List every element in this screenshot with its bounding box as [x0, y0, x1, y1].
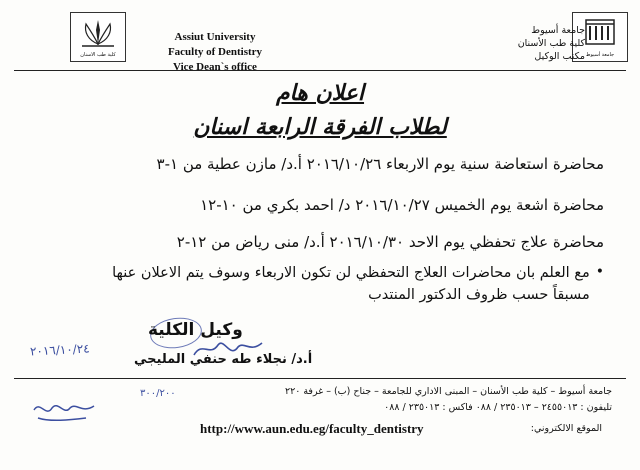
header-arabic [465, 24, 585, 63]
lotus-emblem-icon [78, 16, 118, 48]
footer-website-link[interactable]: http://www.aun.edu.eg/faculty_dentistry [200, 421, 424, 436]
faculty-logo [70, 12, 126, 62]
footer-address: جامعة أسيوط – كلية طب الأسنان – المبنى الاداري للجامعة – جناح (ب) – غرفة ٢٢٠ [285, 386, 612, 397]
university-name-en: Assiut University [174, 31, 256, 43]
signatory-name: أ.د/ نجلاء طه حنفي المليجي [134, 352, 313, 367]
footer-divider [14, 378, 626, 379]
bullet-icon: • [595, 264, 604, 280]
note-line-2: مسبقاً حسب ظروف الدكتور المنتدب [368, 287, 590, 303]
lecture-line-1: محاضرة استعاضة سنية يوم الاربعاء ٢٠١٦/١٠/٢٦ أ.د/ مازن عطية من ١-٣ [156, 155, 604, 173]
header-english [145, 30, 285, 75]
university-name-ar: جامعة أسيوط [531, 25, 585, 36]
footer-phone: تليفون : ٢٤٥٥٠١٣ – ٢٣٥٠١٣ / ٠٨٨ فاكس : ٢٣٥٠١٣ / ٠٨٨ [384, 402, 612, 413]
office-name-ar: مكتب الوكيل [534, 51, 585, 62]
university-logo-caption: جامعة أسيوط [585, 52, 615, 58]
footer-website-label: الموقع الالكتروني: [530, 423, 602, 434]
header-divider [14, 70, 626, 71]
note-line-1: مع العلم بان محاضرات العلاج التحفظي لن تكون الاربعاء وسوف يتم الاعلان عنها [112, 265, 590, 281]
faculty-name-ar: كلية طب الأسنان [517, 38, 585, 49]
office-name-en: Vice Dean`s office [173, 61, 257, 73]
lecture-line-3: محاضرة علاج تحفظي يوم الاحد ٢٠١٦/١٠/٣٠ أ.د/ منى رياض من ١٢-٢ [176, 233, 604, 251]
handwritten-margin-note [30, 396, 100, 424]
note-block [44, 262, 604, 306]
faculty-name-en: Faculty of Dentistry [167, 46, 263, 58]
handwritten-number: ٣٠٠/٢٠٠ [140, 388, 176, 399]
lecture-line-2: محاضرة اشعة يوم الخميس ٢٠١٦/١٠/٢٧ د/ احمد بكري من ١٠-١٢ [200, 196, 604, 214]
announcement-subtitle: لطلاب الفرقة الرابعة اسنان [193, 115, 447, 140]
signatory-title: وكيل الكلية [148, 320, 243, 340]
announcement-title: اعلان هام [275, 81, 365, 106]
faculty-logo-caption: كلية طب الاسنان [80, 52, 116, 58]
university-emblem-icon [580, 16, 620, 48]
handwritten-date: ٢٠١٦/١٠/٢٤ [29, 341, 90, 359]
